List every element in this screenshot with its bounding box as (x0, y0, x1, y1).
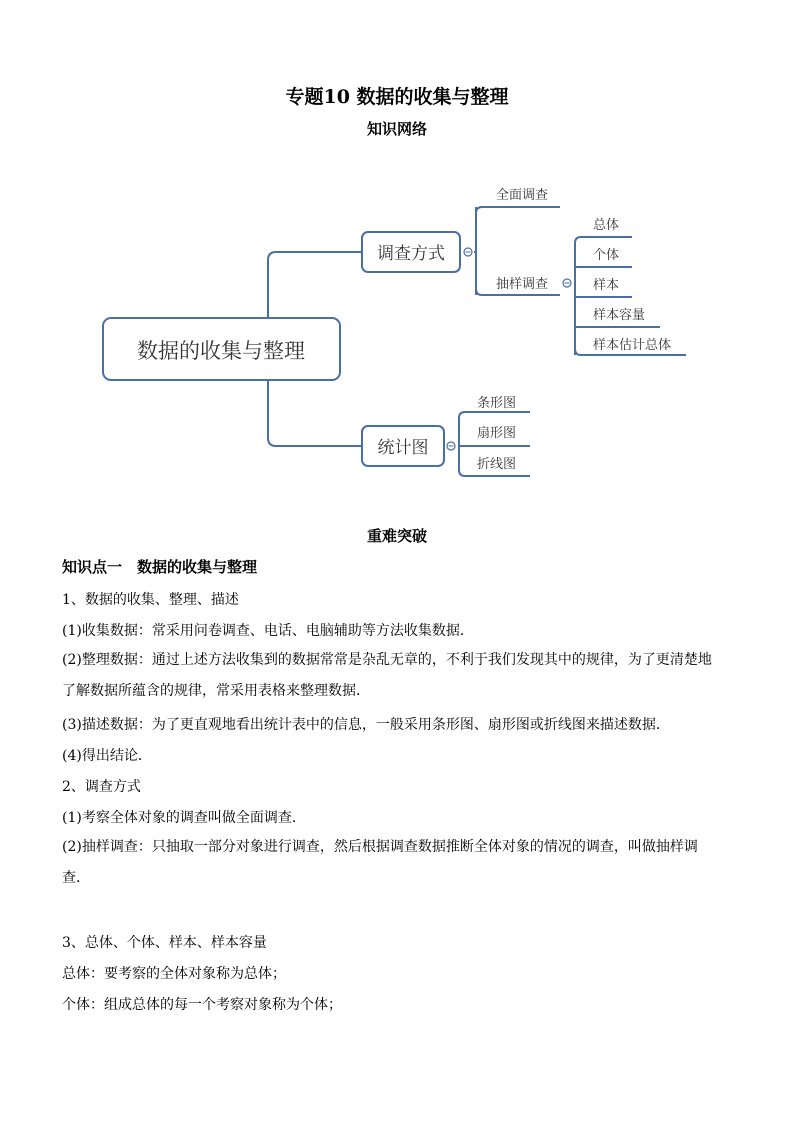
body-line: 个体：组成总体的每一个考察对象称为个体； (62, 997, 342, 1013)
body-line: 1、数据的收集、整理、描述 (62, 592, 239, 608)
leaf-bar-chart: 条形图 (477, 396, 517, 411)
leaf-line-chart: 折线图 (477, 457, 517, 472)
mind-map (0, 170, 794, 490)
body-paragraph: (2)整理数据：通过上述方法收集到的数据常常是杂乱无章的，不利于我们发现其中的规律，为了更清楚地了解数据所蕴含的规律，常采用表格来整理数据． (62, 652, 712, 699)
connector-root-branch1 (268, 252, 362, 318)
body-line: 2、调查方式 (62, 779, 141, 795)
branch-node-charts-label: 统计图 (377, 438, 429, 458)
section-subtitle: 知识网络 (366, 120, 427, 138)
leaf-full-survey: 全面调查 (495, 188, 549, 203)
body-line: (4)得出结论． (62, 748, 152, 764)
connector-branch1-children (474, 207, 476, 295)
leaf-sample-size: 样本容量 (593, 308, 646, 323)
knowledge-point-title: 知识点一 数据的收集与整理 (62, 558, 258, 576)
connector-root-branch2 (268, 380, 362, 446)
body-paragraph: (2)抽样调查：只抽取一部分对象进行调查，然后根据调查数据推断全体对象的情况的调查，叫做抽样调查． (62, 839, 698, 886)
leaf-sample-estimate: 样本估计总体 (593, 338, 672, 353)
body-line: (3)描述数据：为了更直观地看出统计表中的信息，一般采用条形图、扇形图或折线图来描述数据． (62, 717, 670, 733)
section-heading: 重难突破 (366, 527, 427, 545)
body-line: (1)考察全体对象的调查叫做全面调查． (62, 810, 306, 826)
leaf-pie-chart: 扇形图 (477, 426, 517, 441)
leaf-sample: 样本 (593, 278, 620, 293)
page-title: 专题10 数据的收集与整理 (285, 86, 509, 108)
body-line: 3、总体、个体、样本、样本容量 (62, 935, 267, 951)
branch-node-survey-label: 调查方式 (377, 244, 445, 264)
root-node-label: 数据的收集与整理 (137, 339, 305, 363)
leaf-population: 总体 (593, 218, 620, 233)
leaf-individual: 个体 (593, 248, 620, 263)
body-line: (1)收集数据：常采用问卷调查、电话、电脑辅助等方法收集数据． (62, 623, 474, 639)
body-line: 总体：要考察的全体对象称为总体； (62, 966, 286, 982)
leaf-sample-survey: 抽样调查 (495, 277, 549, 292)
